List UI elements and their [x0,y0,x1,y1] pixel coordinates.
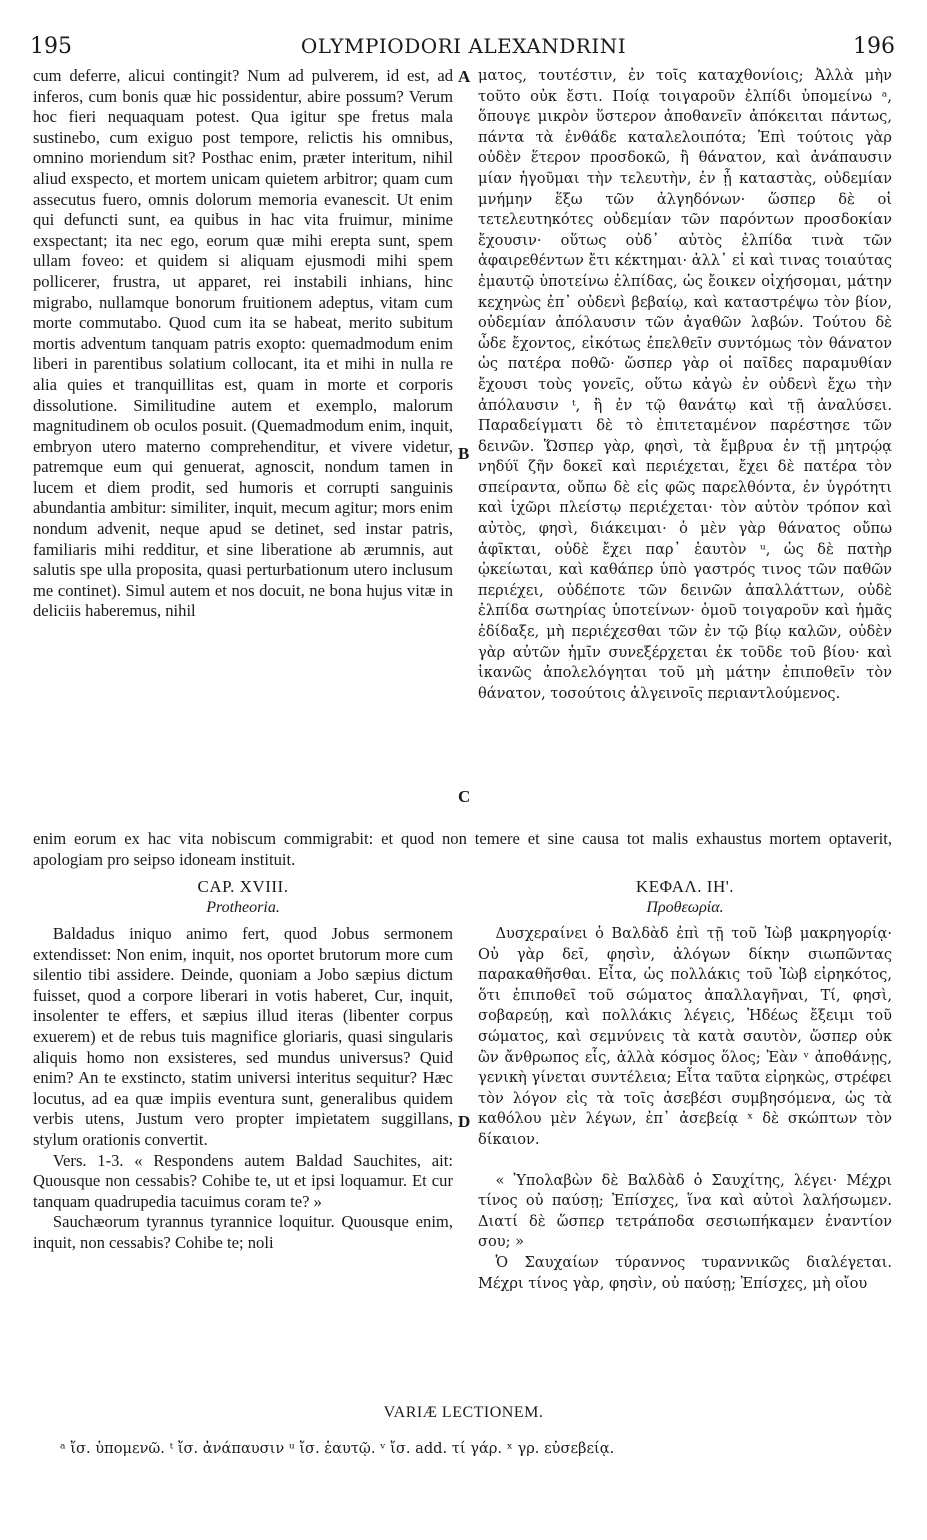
latin-column-top [33,66,453,622]
greek-verse: « Ὑπολαβὼν δὲ Βαλδὰδ ὁ Σαυχίτης, λέγει· Μέχρι τίνος οὐ παύσῃ; Ἐπίσχες, ἵνα καὶ αὐτοὶ λαλήσωμεν. Διατί δὲ ὥσπερ τετράποδα σεσιωπήκαμεν ἐναντίον σου; » [478,1171,892,1251]
margin-mark-a: A [458,67,471,86]
margin-mark-c: C [458,787,471,806]
latin-paragraph: cum deferre, alicui contingit? Num ad pulverem, id est, ad inferos, cum bonis quæ hic possidentur, abire possum? Verum hoc fieri nequaquam potest. Qua igitur spe fretus mala sustinebo, cum exiguo post tempore, relictis his omnibus, omnino moriendum sit? Posthac enim, præter interitum, nihil aliud exspecto, et mortem unicam quietem arbitror; quam cum assecutus fuero, omnis dolorum memoria evanescit. Ut enim qui defuncti sunt, ea quibus in hac vita fruimur, minime exspectant; ita nec ego, eorum quæ mihi erepta sunt, spem ullam foveo: et quidem si aliquam ejusmodi mihi spem pollicerer, frustra, ut apparet, rei instabili inhians, hinc migrabo, nullamque bonorum fruitionem adeptus, vitam cum morte commutabo. Quod cum ita se habeat, merito subitum mortis adventum tanquam patris exopto: quemadmodum enim liberi in parentibus solatium collocant, ita et mihi in nulla re alia quies et tranquillitas est, quam in morte et corporis dissolutione. Similitudine autem et exemplo, malorum magnitudinem ob oculos posuit. (Quemadmodum enim, inquit, embryon utero materno comprehenditur, et vivere videtur, patremque eum qui genuerat, agnoscit, nondum tamen in lucem et diem prodit, sed humoris et corrupti sanguinis abundantia ambitur: similiter, inquit, mecum agitur; mors enim nondum advenit, neque apud se detinet, sed instar patris, familiaris mihi redditur, et sine liberatione ab ærumnis, aut salutis spe ulla proposita, quasi perturbationum utero inclusum me continet). Simul autem et nos docuit, ne bona hujus vitæ in deliciis haberemus, nihil [33,66,453,621]
latin-column-bottom [33,924,453,1254]
chapter-subtitle-latin: Protheoria. [206,899,280,916]
greek-column-top [478,66,892,704]
greek-protheoria: Δυσχεραίνει ὁ Βαλδὰδ ἐπὶ τῇ τοῦ Ἰὼβ μακρηγορίᾳ· Οὐ γὰρ δεῖ, φησὶν, ἀλόγων δίκην σιωπῶντας παρακαθῆσθαι. Εἶτα, ὡς πολλάκις τοῦ Ἰὼβ εἰρηκότος, ὅτι ἐπιποθεῖ τοῦ σώματος ἀπαλλαγῆναι, Τί, φησὶ, σοβαρεύῃ, καὶ πολλάκις λέγεις, Ἡδέως ἔξειμι τοῦ σώματος, καὶ σεμνύνεις τὰ κατὰ σαυτὸν, ὥσπερ οὐκ ὢν ἄνθρωπος εἷς, ἀλλὰ κόσμος ὅλος; Ἐὰν ᵛ ἀποθάνῃς, γενικὴ γίνεται συντέλεια; Εἶτα ταῦτα εἰρηκὼς, στρέφει τὸν λόγον εἰς τὰ τοῖς ἀσεβέσι συμβησόμενα, ὡς τὰ καθόλου μὲν λέγων, ἐπ᾽ ἀσεβείᾳ ˣ δὲ σκώπτων τὸν δίκαιον. [478,925,892,1148]
margin-mark-b: B [458,444,470,463]
margin-mark-d: D [458,1112,471,1131]
page-number-right: 196 [853,34,895,59]
chapter-title-latin: CAP. XVIII. [197,877,289,896]
running-title: OLYMPIODORI ALEXANDRINI [300,34,627,58]
latin-commentary: Sauchæorum tyrannus tyrannice loquitur. Quousque enim, inquit, non cessabis? Cohibe te; noli [33,1212,453,1252]
full-width-line: enim eorum ex hac vita nobiscum commigrabit: et quod non temere et sine causa tot malis exhaustus mortem optaverit, apologiam pro seipso idoneam instituit. [33,829,892,869]
greek-commentary: Ὁ Σαυχαίων τύραννος τυραννικῶς διαλέγεται. Μέχρι τίνος γὰρ, φησὶν, οὐ παύσῃ; Ἐπίσχες, μὴ οἴου [478,1253,892,1292]
greek-chapter-heading [478,877,892,917]
chapter-subtitle-greek: Προθεωρία. [646,899,724,916]
variae-lectiones-heading: VARIÆ LECTIONEM. [383,1404,544,1421]
variae-lectiones-notes: ᵃ ἴσ. ὑπομενῶ. ᵗ ἴσ. ἀνάπαυσιν ᵘ ἴσ. ἑαυτῷ. ᵛ ἴσ. add. τί γάρ. ˣ γρ. εὐσεβείᾳ. [60,1440,615,1457]
latin-chapter-heading [33,877,453,917]
greek-paragraph: ματος, τουτέστιν, ἐν τοῖς καταχθονίοις; Ἀλλὰ μὴν τοῦτο οὐκ ἔστι. Ποίᾳ τοιγαροῦν ἐλπίδι ὑπομείνω ᵃ, ὅπουγε μικρὸν ὕστερον ἀποθανεῖν ἀπόκειται πάντως, πάντα τὰ ἐνθάδε καταλελοιπότα; Ἐπὶ τούτοις γὰρ οὐδὲν ἕτερον προσδοκῶ, ἢ θάνατον, καὶ ἀνάπαυσιν μίαν ἡγοῦμαι τὴν τελευτὴν, ἐν ᾗ καταστὰς, οὐδεμίαν μνήμην ἕξω τῶν ἀλγηδόνων· ὥσπερ δὲ οἱ τετελευτηκότες οὐδεμίαν τῶν παρόντων προσδοκίαν ἔχουσιν· οὕτως οὐδ᾽ αὐτὸς ἐλπίδα τινὰ τῶν ἀφαιρεθέντων ἔτι κέκτημαι· ἀλλ᾽ εἰ καὶ τινας τοιαύτας ἐμαυτῷ ὑποτείνω ἐλπίδας, ὡς ἔοικεν οἰχήσομαι, μάτην κεχηνὼς ἐπ᾽ οὐδενὶ βεβαίῳ, καὶ καταστρέψω τὸν βίον, οὐδεμίαν ἀπόλαυσιν τῶν ἀγαθῶν λαβών. Τούτου δὲ ὧδε ἔχοντος, εἰκότως ἐπελθεῖν συντόμως τὸν θάνατον ὡς πατέρα ποθῶ· ὥσπερ γὰρ οἱ παῖδες παραμυθίαν ἔχουσι τοὺς γονεῖς, οὕτω κἀγὼ ἐν οὐδενὶ ἔχω τὴν ἀπόλαυσιν ᵗ, ἢ ἐν τῷ θανάτῳ καὶ τῇ ἀναλύσει. Παραδείγματι δὲ τὸ ἐπιτεταμένον παρέστησε τῶν δεινῶν. Ὥσπερ γὰρ, φησὶ, τὰ ἔμβρυα ἐν τῇ μητρῴᾳ νηδύϊ ζῆν δοκεῖ καὶ περιέχεται, ἔχει δὲ πατέρα τὸν σπείραντα, οὔπω δὲ εἰς φῶς παρελθόντα, ἐν ὑγρότητι καὶ ἰχῶρι πλείστῳ περιέχεται· τὸν αὐτὸν τρόπον καὶ αὐτὸς, φησὶ, διάκειμαι· ὁ μὲν γὰρ θάνατος οὔπω ἀφῖκται, οὐδὲ ἔχει παρ᾽ ἑαυτὸν ᵘ, ὡς δὲ πατὴρ ᾠκείωται, καὶ καθάπερ ὑπὸ γαστρός τινος τῶν παθῶν περιέχει, οὐδέποτε τῶν δεινῶν ἀπαλλάττων, οὐδὲ ἐλπίδα σωτηρίας ὑποτείνων· ὁμοῦ τοιγαροῦν καὶ ἡμᾶς ἐδίδαξε, μὴ περιέχεσθαι τῶν ἐν τῷ βίῳ καλῶν, οὐδὲν γὰρ αὐτῶν ἡμῖν συνεξέρχεται ἐκ τοῦδε τοῦ βίου· καὶ ἱκανῶς ἀπολελόγηται τοῦ μὴ μάτην ἐπιποθεῖν τὸν θάνατον, τοσούτοις ἀλγεινοῖς περιαντλούμενος. [478,67,893,702]
greek-column-bottom [478,924,892,1294]
running-header [0,34,927,64]
page-number-left: 195 [30,34,72,59]
latin-verse: Vers. 1-3. « Respondens autem Baldad Sauchites, ait: Quousque non cessabis? Cohibe te, ut et ipsi loquamur. Et cur tanquam quadrupedia tacuimus coram te? » [33,1150,453,1211]
chapter-title-greek: ΚΕΦΑΛ. ΙΗ'. [635,877,735,896]
latin-protheoria: Baldadus iniquo animo fert, quod Jobus sermonem extendisset: Non enim, inquit, nos oportet brutorum more cum silentio tibi assidere. Deinde, quoniam a Jobo sæpius dictum fuisset, quod a corpore liberari in votis haberet, Cur, inquit, insolenter te effers, et sæpius illud iteras (libenter corpus exuerem) et de rebus tuis magnifice gloriaris, quasi singularis aliquis homo non exsisteres, sed mundus universus? Quid enim? An te exstincto, statim universi interitus sequitur? Hæc locutus, ad ea quæ impiis eventura sunt, generalibus quidem verbis utens, Justum vero propter impietatem suggillans, stylum orationis convertit. [33,924,453,1149]
